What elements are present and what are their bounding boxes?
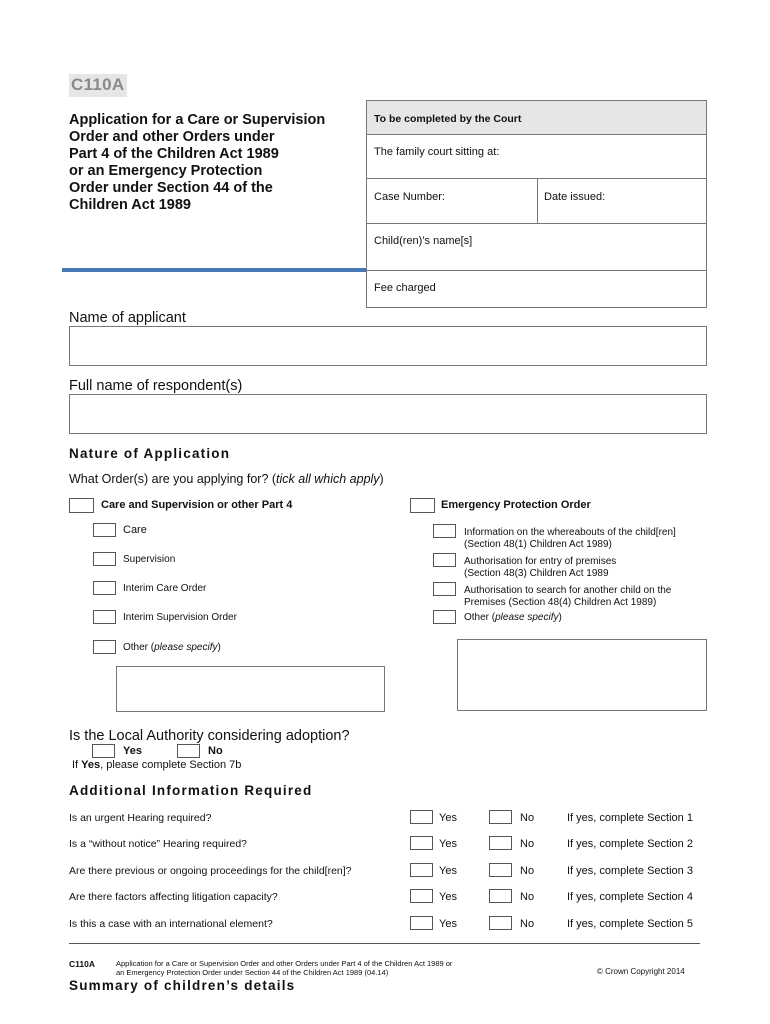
- interim-supervision-order-checkbox[interactable]: [93, 610, 116, 624]
- epo-search-checkbox[interactable]: [433, 582, 456, 596]
- additional-yes-label: Yes: [439, 865, 457, 877]
- additional-question: Is a “without notice” Hearing required?: [69, 838, 248, 850]
- additional-hint: If yes, complete Section 2: [567, 838, 693, 850]
- additional-hint: If yes, complete Section 3: [567, 865, 693, 877]
- epo-entry-line: Authorisation for entry of premises: [464, 556, 617, 567]
- adoption-yes-checkbox[interactable]: [92, 744, 115, 758]
- adoption-note-suffix: , please complete Section 7b: [100, 759, 242, 771]
- additional-no-checkbox[interactable]: [489, 810, 512, 824]
- court-use-box: [366, 100, 707, 308]
- epo-checkbox[interactable]: [410, 498, 435, 513]
- nature-question-suffix: ): [379, 472, 384, 486]
- children-names-label: Child(ren)’s name[s]: [374, 235, 473, 247]
- footer-form-description: [116, 959, 546, 977]
- additional-question: Are there factors affecting litigation capacity?: [69, 891, 278, 903]
- additional-no-checkbox[interactable]: [489, 889, 512, 903]
- nature-question-prefix: What Order(s) are you applying for? (: [69, 472, 277, 486]
- footer-line: Application for a Care or Supervision Order and other Orders under Part 4 of the Children Act 1989 or: [116, 959, 453, 968]
- fee-charged-label: Fee charged: [374, 282, 436, 294]
- care-other-prefix: Other (: [123, 642, 155, 653]
- family-court-field[interactable]: [367, 134, 706, 178]
- epo-whereabouts-checkbox[interactable]: [433, 524, 456, 538]
- supervision-label: Supervision: [123, 554, 176, 565]
- additional-yes-checkbox[interactable]: [410, 889, 433, 903]
- additional-hint: If yes, complete Section 4: [567, 891, 693, 903]
- nature-heading: Nature of Application: [69, 446, 231, 461]
- form-title-line: or an Emergency Protection: [69, 163, 263, 179]
- form-title: [69, 112, 359, 214]
- adoption-note-bold: Yes: [81, 759, 101, 771]
- additional-yes-checkbox[interactable]: [410, 810, 433, 824]
- epo-entry-checkbox[interactable]: [433, 553, 456, 567]
- epo-other-checkbox[interactable]: [433, 610, 456, 624]
- additional-no-checkbox[interactable]: [489, 836, 512, 850]
- interim-care-order-checkbox[interactable]: [93, 581, 116, 595]
- adoption-note-prefix: If: [72, 759, 82, 771]
- supervision-checkbox[interactable]: [93, 552, 116, 566]
- date-issued-label: Date issued:: [544, 191, 606, 203]
- case-number-label: Case Number:: [374, 191, 445, 203]
- care-other-specify-field[interactable]: [116, 666, 385, 712]
- children-summary-heading: Summary of children’s details: [69, 978, 296, 993]
- epo-other-prefix: Other (: [464, 612, 496, 623]
- additional-yes-label: Yes: [439, 891, 457, 903]
- epo-other-specify-field[interactable]: [457, 639, 707, 711]
- care-supervision-label: Care and Supervision or other Part 4: [101, 499, 293, 511]
- epo-other-suffix: ): [558, 612, 562, 623]
- case-date-divider: [537, 179, 538, 223]
- additional-yes-label: Yes: [439, 918, 457, 930]
- footer-divider: [69, 943, 700, 944]
- form-title-line: Part 4 of the Children Act 1989: [69, 146, 279, 162]
- additional-question: Are there previous or ongoing proceedings for the child[ren]?: [69, 865, 352, 877]
- additional-no-label: No: [520, 865, 535, 877]
- adoption-question: Is the Local Authority considering adoption?: [69, 728, 350, 744]
- footer-line: an Emergency Protection Order under Section 44 of the Children Act 1989 (04.14): [116, 968, 389, 977]
- title-divider: [62, 268, 366, 272]
- additional-yes-label: Yes: [439, 812, 457, 824]
- family-court-label: The family court sitting at:: [374, 146, 500, 158]
- epo-whereabouts-line: Information on the whereabouts of the child[ren]: [464, 527, 676, 538]
- epo-entry-line: (Section 48(3) Children Act 1989: [464, 568, 609, 579]
- care-label: Care: [123, 524, 147, 536]
- adoption-no-label: No: [208, 745, 223, 757]
- additional-no-label: No: [520, 812, 535, 824]
- form-title-line: Order under Section 44 of the: [69, 180, 273, 196]
- court-box-heading-row: [367, 101, 706, 134]
- nature-question-italic: tick all which apply: [276, 472, 380, 486]
- additional-no-checkbox[interactable]: [489, 863, 512, 877]
- epo-search-label: [464, 585, 671, 609]
- additional-yes-label: Yes: [439, 838, 457, 850]
- epo-label: Emergency Protection Order: [441, 499, 591, 511]
- adoption-yes-label: Yes: [123, 745, 142, 757]
- adoption-no-checkbox[interactable]: [177, 744, 200, 758]
- care-checkbox[interactable]: [93, 523, 116, 537]
- epo-search-line: Authorisation to search for another child on the: [464, 585, 672, 596]
- care-other-label: [123, 642, 221, 654]
- additional-yes-checkbox[interactable]: [410, 916, 433, 930]
- epo-other-italic: please specify: [495, 612, 559, 623]
- additional-no-checkbox[interactable]: [489, 916, 512, 930]
- fee-charged-field[interactable]: [367, 270, 706, 308]
- applicant-name-field[interactable]: [69, 326, 707, 366]
- epo-other-label: [464, 612, 562, 624]
- form-title-line: Order and other Orders under: [69, 129, 275, 145]
- epo-whereabouts-line: (Section 48(1) Children Act 1989): [464, 539, 612, 550]
- interim-supervision-order-label: Interim Supervision Order: [123, 612, 237, 623]
- interim-care-order-label: Interim Care Order: [123, 583, 207, 594]
- additional-yes-checkbox[interactable]: [410, 863, 433, 877]
- additional-yes-checkbox[interactable]: [410, 836, 433, 850]
- case-number-row: [367, 178, 706, 223]
- additional-hint: If yes, complete Section 5: [567, 918, 693, 930]
- footer-code: C110A: [69, 959, 95, 969]
- care-other-checkbox[interactable]: [93, 640, 116, 654]
- care-other-suffix: ): [217, 642, 221, 653]
- form-title-line: Children Act 1989: [69, 197, 191, 213]
- care-supervision-checkbox[interactable]: [69, 498, 94, 513]
- form-title-line: Application for a Care or Supervision: [69, 112, 326, 128]
- additional-no-label: No: [520, 918, 535, 930]
- adoption-note: [72, 759, 241, 771]
- form-code: C110A: [69, 74, 127, 97]
- additional-no-label: No: [520, 838, 535, 850]
- additional-question: Is an urgent Hearing required?: [69, 812, 212, 824]
- additional-hint: If yes, complete Section 1: [567, 812, 693, 824]
- footer-copyright: © Crown Copyright 2014: [597, 967, 685, 976]
- epo-search-line: Premises (Section 48(4) Children Act 1989): [464, 597, 657, 608]
- additional-question: Is this a case with an international element?: [69, 918, 273, 930]
- epo-whereabouts-label: [464, 527, 676, 551]
- additional-no-label: No: [520, 891, 535, 903]
- applicant-label: Name of applicant: [69, 310, 186, 326]
- children-names-field[interactable]: [367, 223, 706, 270]
- court-box-heading: To be completed by the Court: [374, 113, 522, 125]
- respondent-name-field[interactable]: [69, 394, 707, 434]
- nature-question: [69, 472, 384, 486]
- epo-entry-label: [464, 556, 616, 580]
- respondent-label: Full name of respondent(s): [69, 378, 243, 394]
- care-other-italic: please specify: [154, 642, 218, 653]
- additional-heading: Additional Information Required: [69, 783, 313, 798]
